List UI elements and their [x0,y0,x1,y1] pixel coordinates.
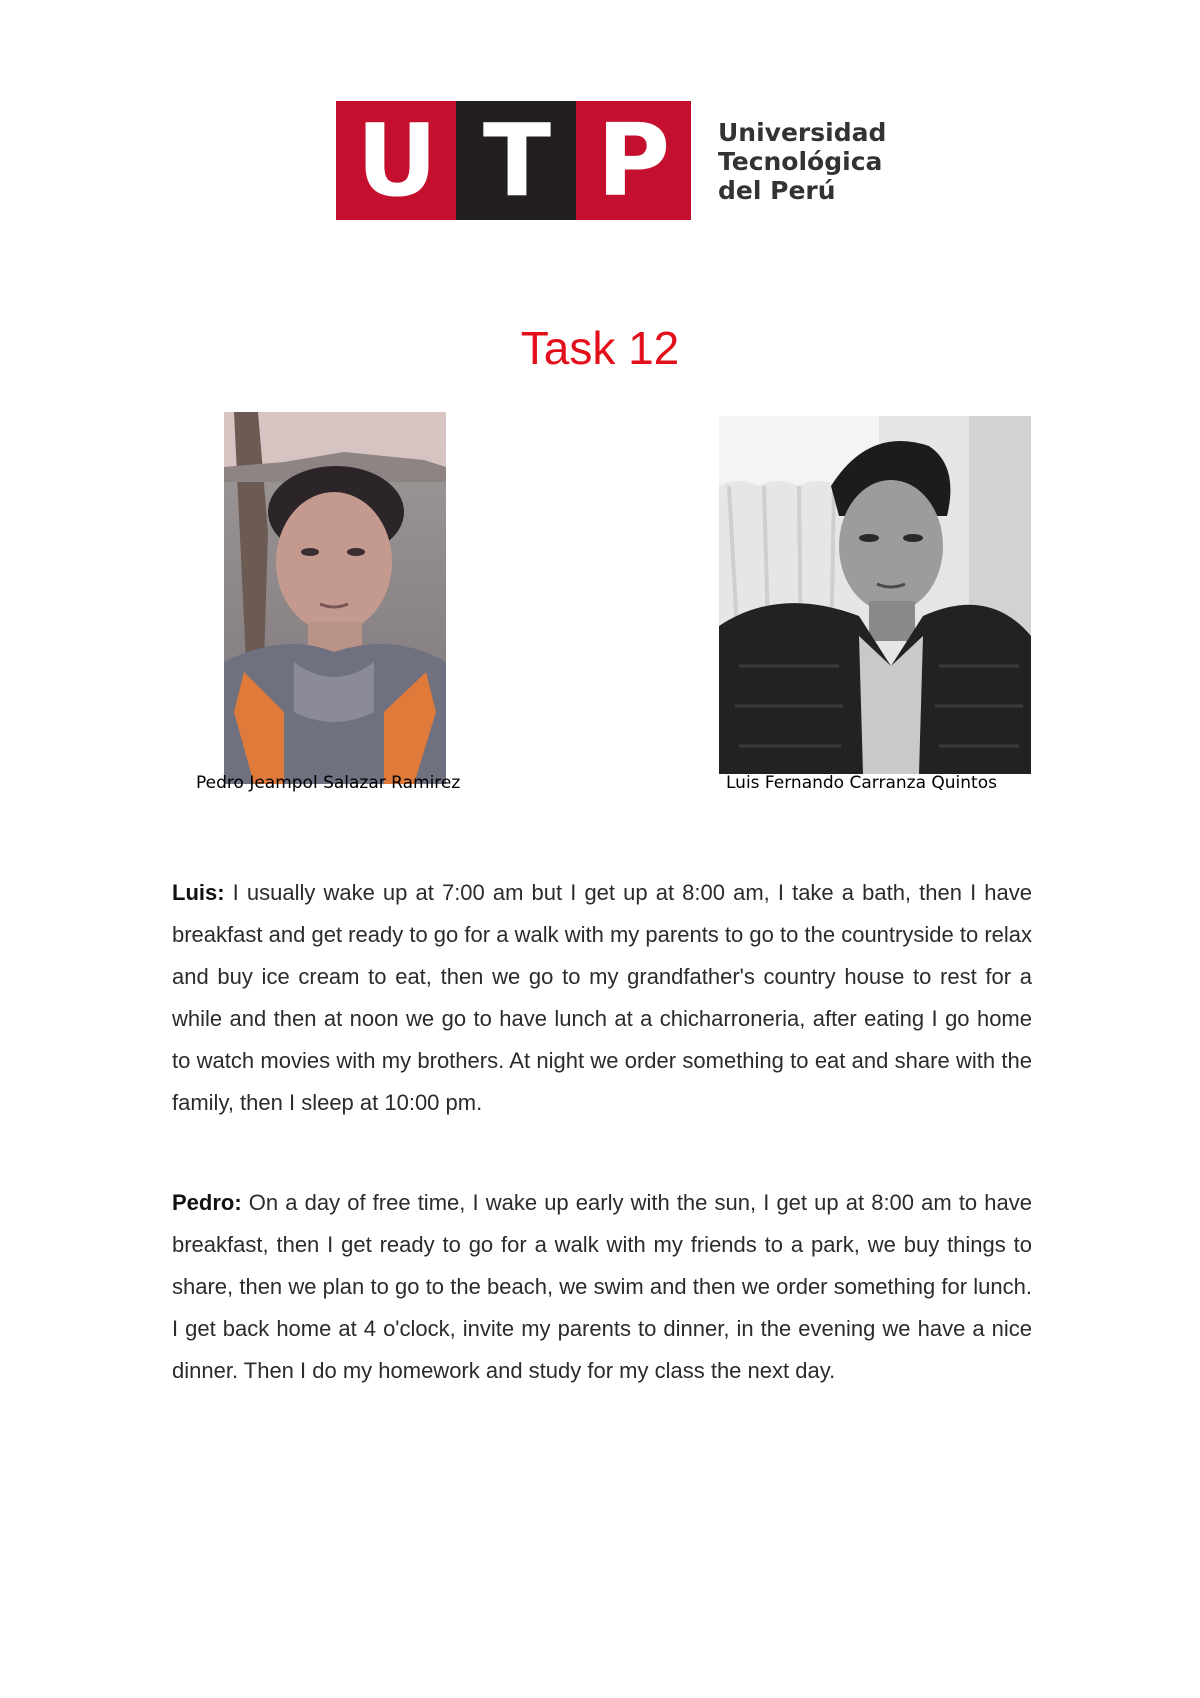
logo-block-p [576,101,691,220]
page-title: Task 12 [520,322,680,374]
paragraph-luis-text: I usually wake up at 7:00 am but I get up at 8:00 am, I take a bath, then I have breakfast and get ready to go for a walk with my parents to go to the countryside to relax and buy ice cream to eat, then we go to my grandfather's country house to rest for a while and then at noon we go to have lunch at a chicharroneria, after eating I go home to watch movies with my brothers. At night we order something to eat and share with the family, then I sleep at 10:00 pm. [172,880,1032,1115]
university-name-line-3: del Perú [718,176,836,205]
photo-luis [719,416,1031,774]
photo-pedro-caption: Pedro Jeampol Salazar Ramirez [196,773,461,793]
photo-pedro [224,412,446,784]
logo-letter-t: T [482,101,552,219]
university-name-line-2: Tecnológica [718,147,883,176]
university-name-line-1: Universidad [718,118,887,147]
university-name [718,118,918,205]
paragraph-pedro [172,1182,1032,1392]
logo-letter-u: U [356,101,438,219]
logo-block-u [336,101,458,220]
photo-luis-image [719,416,1031,774]
speaker-luis: Luis: [172,880,225,905]
photo-luis-caption: Luis Fernando Carranza Quintos [726,773,997,793]
paragraph-pedro-text: On a day of free time, I wake up early with the sun, I get up at 8:00 am to have breakfast, then I get ready to go for a walk with my friends to a park, we buy things to share, then we plan to go to the beach, we swim and then we order something for lunch. I get back home at 4 o'clock, invite my parents to dinner, in the evening we have a nice dinner. Then I do my homework and study for my class the next day. [172,1190,1032,1383]
logo-block-t [456,101,578,220]
speaker-pedro: Pedro: [172,1190,242,1215]
logo-letter-p: P [596,101,671,219]
photo-pedro-image [224,412,446,784]
paragraph-luis [172,872,1032,1124]
